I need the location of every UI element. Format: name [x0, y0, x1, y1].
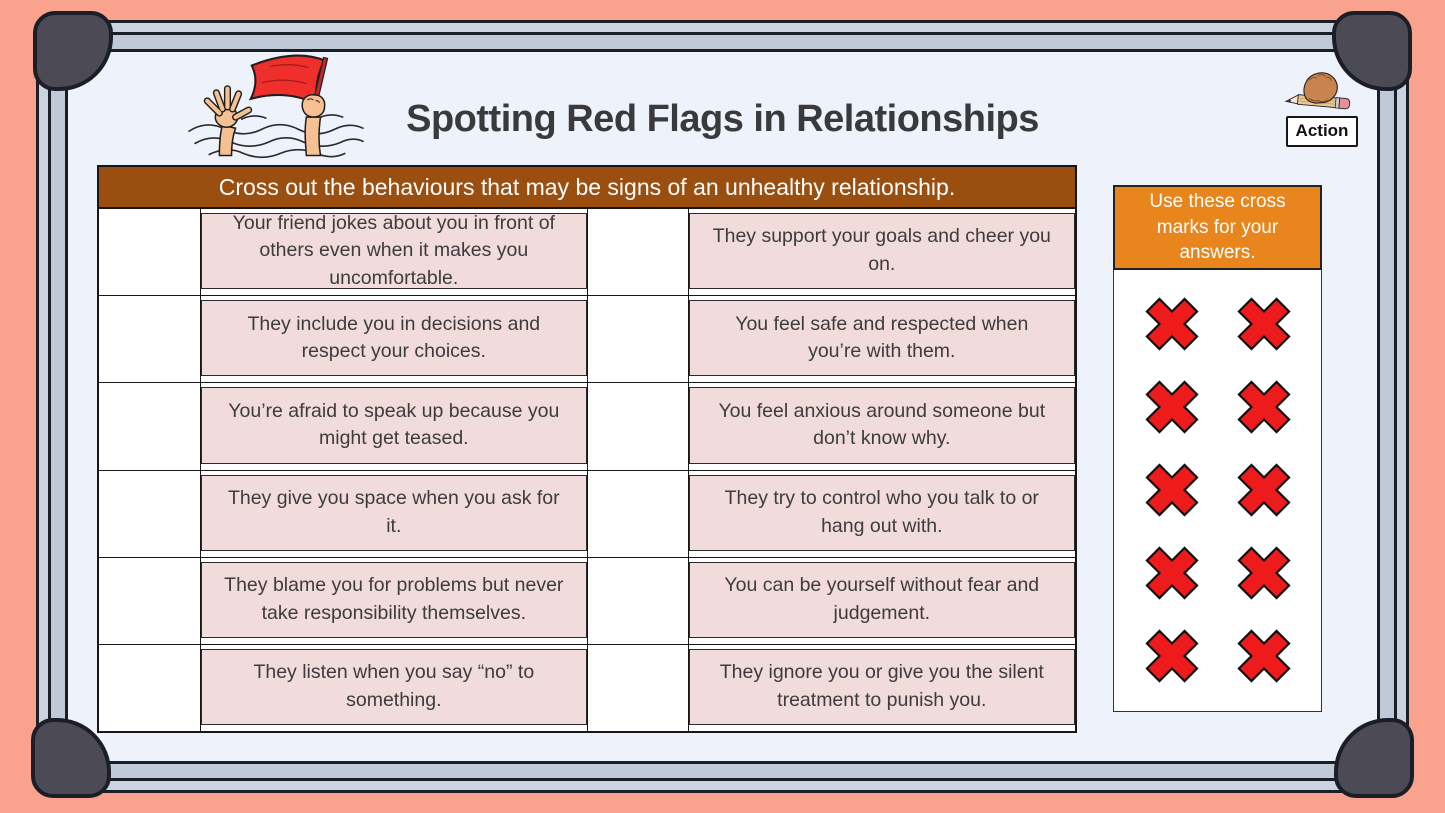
answer-cell-right[interactable]	[587, 296, 688, 382]
table-row	[99, 209, 1075, 295]
statement-cell-left	[200, 209, 587, 295]
statement-cell-left	[200, 558, 587, 644]
statement-cell-right	[688, 471, 1075, 557]
answer-cell-left[interactable]	[99, 471, 200, 557]
table-row	[99, 470, 1075, 557]
cross-grid	[1113, 270, 1322, 712]
answer-cell-right[interactable]	[587, 645, 688, 731]
statement-left: Your friend jokes about you in front of others even when it makes you uncomfortable.	[201, 213, 587, 289]
red-x-mark-icon[interactable]	[1141, 625, 1203, 687]
red-x-mark-icon[interactable]	[1233, 542, 1295, 604]
statement-cell-left	[200, 471, 587, 557]
action-badge: Action	[1286, 116, 1358, 147]
red-x-mark-icon[interactable]	[1141, 293, 1203, 355]
action-group	[1272, 70, 1368, 147]
red-x-mark-icon[interactable]	[1233, 459, 1295, 521]
statement-cell-left	[200, 645, 587, 731]
table-row	[99, 295, 1075, 382]
whiteboard-rail	[48, 32, 1397, 781]
statement-right: You feel anxious around someone but don’t know why.	[689, 387, 1075, 463]
red-x-mark-icon[interactable]	[1233, 625, 1295, 687]
answer-cell-right[interactable]	[587, 471, 688, 557]
statement-left: You’re afraid to speak up because you might get teased.	[201, 387, 587, 463]
answer-cell-right[interactable]	[587, 209, 688, 295]
red-x-mark-icon[interactable]	[1233, 293, 1295, 355]
statement-right: They ignore you or give you the silent treatment to punish you.	[689, 649, 1075, 725]
table-row	[99, 382, 1075, 469]
answer-cell-right[interactable]	[587, 383, 688, 469]
statement-cell-left	[200, 383, 587, 469]
whiteboard-surface	[65, 49, 1380, 764]
table-body	[99, 209, 1075, 731]
statement-cell-right	[688, 383, 1075, 469]
red-x-mark-icon[interactable]	[1141, 376, 1203, 438]
answer-cell-left[interactable]	[99, 209, 200, 295]
answer-cell-left[interactable]	[99, 296, 200, 382]
statement-right: You can be yourself without fear and judgement.	[689, 562, 1075, 638]
red-x-mark-icon[interactable]	[1141, 542, 1203, 604]
statement-cell-right	[688, 296, 1075, 382]
table-row	[99, 644, 1075, 731]
page-title: Spotting Red Flags in Relationships	[406, 98, 1039, 140]
answer-cell-left[interactable]	[99, 558, 200, 644]
statement-right: They try to control who you talk to or hang out with.	[689, 475, 1075, 551]
table-instruction-header: Cross out the behaviours that may be signs of an unhealthy relationship.	[99, 167, 1075, 209]
statement-left: They listen when you say “no” to something.	[201, 649, 587, 725]
answer-cell-left[interactable]	[99, 645, 200, 731]
statement-cell-right	[688, 209, 1075, 295]
whiteboard-frame	[36, 20, 1409, 793]
red-x-mark-icon[interactable]	[1141, 459, 1203, 521]
cross-marks-panel	[1113, 185, 1322, 712]
answer-cell-right[interactable]	[587, 558, 688, 644]
worksheet-table	[97, 165, 1077, 733]
answer-cell-left[interactable]	[99, 383, 200, 469]
cross-marks-instruction: Use these cross marks for your answers.	[1113, 185, 1322, 270]
statement-left: They give you space when you ask for it.	[201, 475, 587, 551]
red-x-mark-icon[interactable]	[1233, 376, 1295, 438]
action-hand-pencil-icon	[1276, 70, 1360, 122]
statement-cell-left	[200, 296, 587, 382]
statement-right: They support your goals and cheer you on.	[689, 213, 1075, 289]
statement-left: They include you in decisions and respect your choices.	[201, 300, 587, 376]
table-row	[99, 557, 1075, 644]
statement-cell-right	[688, 558, 1075, 644]
statement-right: You feel safe and respected when you’re with them.	[689, 300, 1075, 376]
statement-left: They blame you for problems but never take responsibility themselves.	[201, 562, 587, 638]
statement-cell-right	[688, 645, 1075, 731]
